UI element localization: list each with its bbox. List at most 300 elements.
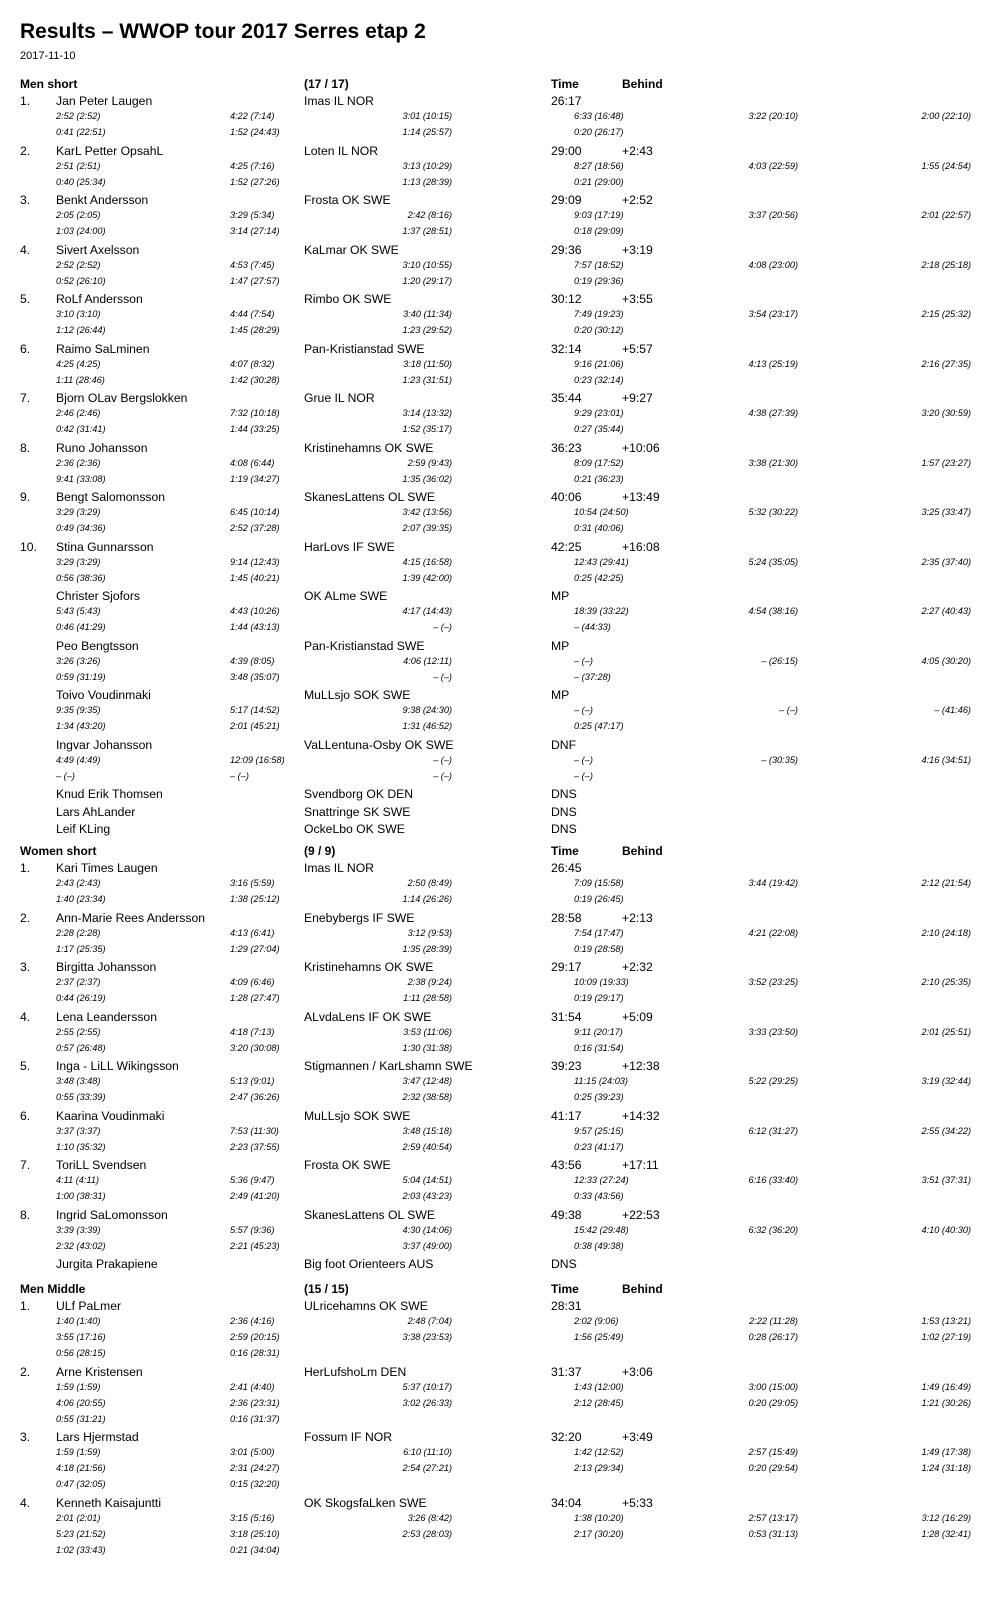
runner-name: Benkt Andersson [56, 193, 149, 207]
runner-row [0, 144, 993, 193]
split-time: 0:28 (26:17) [748, 1332, 798, 1342]
runner-row [0, 1430, 993, 1495]
runner-behind: +3:49 [622, 1430, 653, 1444]
runner-time: 39:23 [551, 1059, 582, 1073]
split-time: 1:02 (33:43) [56, 1544, 106, 1555]
split-line [0, 1175, 993, 1191]
runner-row [0, 1059, 993, 1108]
runner-main-line [0, 1208, 993, 1225]
runner-club: Rimbo OK SWE [304, 292, 392, 306]
runner-behind: +9:27 [622, 391, 653, 405]
split-time: 2:38 (9:24) [407, 977, 452, 987]
runner-time: DNS [551, 804, 577, 819]
runner-name: Knud Erik Thomsen [56, 787, 163, 801]
split-time: 1:29 (27:04) [230, 943, 280, 954]
split-time: 8:09 (17:52) [574, 457, 624, 468]
split-time: 1:52 (35:17) [402, 424, 452, 434]
split-time: 2:01 (2:01) [56, 1512, 101, 1523]
runner-main-line [0, 738, 993, 755]
split-time: 1:12 (26:44) [56, 325, 106, 335]
runner-name: ULf PaLmer [56, 1299, 122, 1313]
split-time: 2:31 (24:27) [230, 1463, 280, 1473]
split-line [0, 1092, 993, 1108]
split-time: 7:49 (19:23) [574, 309, 624, 319]
split-time: – (–) [574, 655, 593, 666]
split-time: 0:59 (31:19) [56, 671, 106, 682]
split-time: 2:51 (2:51) [56, 160, 101, 171]
class-name: Men short [20, 77, 78, 91]
runner-club: HarLovs IF SWE [304, 539, 395, 554]
runner-name: Christer Sjofors [56, 589, 140, 603]
split-time: 2:42 (8:16) [407, 210, 452, 220]
split-time: 6:32 (36:20) [748, 1224, 798, 1235]
split-time: – (44:33) [574, 622, 611, 632]
split-time: 3:19 (32:44) [921, 1076, 971, 1086]
split-time: 2:52 (2:52) [56, 259, 101, 270]
split-time: 1:17 (25:35) [56, 943, 106, 954]
split-time: 1:19 (34:27) [230, 473, 280, 484]
runner-main-line [0, 1109, 993, 1126]
split-time: 4:18 (7:13) [230, 1026, 275, 1037]
split-time: 1:55 (24:54) [921, 160, 971, 171]
split-time: 0:33 (43:56) [574, 1191, 624, 1201]
split-line [0, 1414, 993, 1430]
runner-club: VaLLentuna-Osby OK SWE [304, 737, 454, 752]
split-line [0, 1382, 993, 1398]
split-time: 2:57 (15:49) [748, 1447, 798, 1457]
split-time: 2:15 (25:32) [921, 309, 971, 319]
split-time: 9:29 (23:01) [574, 408, 624, 418]
split-time: – (–) [574, 754, 593, 765]
split-time: 4:11 (4:11) [56, 1175, 100, 1185]
split-time: 1:52 (27:26) [230, 176, 280, 187]
split-time: 2:43 (2:43) [56, 878, 101, 888]
split-time: 1:49 (17:38) [921, 1447, 971, 1457]
split-line [0, 1142, 993, 1158]
runner-time: 32:20 [551, 1430, 582, 1444]
split-line [0, 894, 993, 910]
split-time: 4:53 (7:45) [230, 259, 275, 270]
split-time: 6:10 (11:10) [403, 1447, 452, 1457]
split-time: – (26:15) [761, 655, 798, 666]
split-time: 6:16 (33:40) [748, 1175, 798, 1185]
split-time: 2:57 (13:17) [748, 1512, 798, 1523]
runner-time: 29:17 [551, 960, 582, 974]
split-line [0, 656, 993, 672]
runner-time: 29:09 [551, 193, 582, 207]
runner-position: 1. [20, 1299, 31, 1313]
split-time: 4:25 (7:16) [230, 160, 275, 171]
split-time: 1:47 (27:57) [230, 275, 280, 286]
split-line [0, 573, 993, 589]
split-line [0, 408, 993, 424]
split-time: 0:21 (36:23) [574, 473, 624, 484]
split-time: 9:35 (9:35) [56, 705, 101, 715]
split-time: 4:49 (4:49) [56, 754, 101, 765]
split-time: 0:41 (22:51) [56, 127, 106, 137]
runner-time: 31:37 [551, 1364, 582, 1379]
split-time: 2:01 (25:51) [921, 1026, 971, 1037]
runner-time: 35:44 [551, 391, 582, 405]
runner-name: Toivo Voudinmaki [56, 688, 151, 702]
split-time: – (–) [433, 754, 452, 765]
runner-row [0, 1158, 993, 1207]
split-time: 4:21 (22:08) [748, 927, 798, 938]
runner-club: Big foot Orienteers AUS [304, 1257, 434, 1271]
runner-time: 32:14 [551, 341, 582, 356]
runner-name: Birgitta Johansson [56, 960, 157, 974]
split-time: 2:12 (21:54) [921, 878, 971, 888]
split-time: 2:17 (30:20) [574, 1528, 624, 1539]
split-time: 4:22 (7:14) [230, 111, 275, 121]
split-time: 2:50 (8:49) [407, 878, 452, 888]
runner-club: ULricehamns OK SWE [304, 1299, 428, 1313]
split-line [0, 1332, 993, 1348]
split-time: 0:21 (29:00) [574, 176, 624, 187]
split-time: 7:54 (17:47) [574, 927, 624, 938]
split-time: 11:15 (24:03) [574, 1076, 628, 1086]
runner-name: Ingrid SaLomonsson [56, 1207, 168, 1222]
runner-time: 40:06 [551, 490, 582, 504]
runner-position: 3. [20, 960, 31, 974]
split-time: 1:03 (24:00) [56, 226, 106, 236]
split-time: 3:29 (3:29) [56, 556, 101, 567]
split-time: 1:43 (12:00) [574, 1381, 624, 1392]
split-time: 1:14 (25:57) [402, 127, 452, 137]
split-time: 1:30 (31:38) [402, 1042, 452, 1053]
runner-time: MP [551, 638, 570, 653]
runner-time: 31:54 [551, 1009, 582, 1024]
runner-name: Peo Bengtsson [56, 638, 139, 653]
runner-behind: +14:32 [622, 1108, 660, 1123]
split-time: 1:02 (27:19) [921, 1332, 971, 1342]
split-time: 1:28 (32:41) [921, 1528, 971, 1539]
runner-position: 3. [20, 193, 31, 207]
runner-main-line [0, 540, 993, 557]
split-line [0, 721, 993, 737]
split-line [0, 771, 993, 787]
split-time: 7:57 (18:52) [574, 259, 624, 270]
runner-row [0, 861, 993, 910]
runner-name: Lena Leandersson [56, 1009, 157, 1024]
runner-name: Kenneth Kaisajuntti [56, 1495, 162, 1510]
split-line [0, 1241, 993, 1257]
runner-main-line [0, 1010, 993, 1027]
split-time: 2:22 (11:28) [749, 1316, 798, 1326]
runner-club: Stigmannen / KarLshamn SWE [304, 1059, 473, 1073]
runner-position: 1. [20, 94, 31, 108]
runner-name: Runo Johansson [56, 440, 148, 455]
page-title: Results – WWOP tour 2017 Serres etap 2 [20, 20, 426, 43]
runner-club: MuLLsjo SOK SWE [304, 688, 411, 702]
runner-club: Svendborg OK DEN [304, 787, 414, 801]
runner-club: Enebybergs IF SWE [304, 910, 415, 925]
split-time: 9:11 (20:17) [574, 1026, 623, 1037]
split-line [0, 226, 993, 242]
split-line [0, 1316, 993, 1332]
runner-position: 3. [20, 1430, 31, 1444]
split-time: – (37:28) [574, 671, 611, 682]
runner-time: 36:23 [551, 440, 582, 455]
split-time: 3:01 (5:00) [230, 1447, 275, 1457]
split-time: 1:23 (29:52) [402, 325, 452, 335]
split-time: 2:36 (23:31) [230, 1397, 280, 1408]
split-time: – (–) [779, 705, 798, 715]
runner-club: Snattringe SK SWE [304, 804, 411, 819]
runner-behind: +5:33 [622, 1495, 653, 1510]
split-time: 3:12 (16:29) [921, 1512, 971, 1523]
split-time: 3:37 (20:56) [748, 210, 798, 220]
runner-club: Kristinehamns OK SWE [304, 440, 434, 455]
split-time: 0:23 (41:17) [574, 1141, 624, 1152]
split-time: 2:18 (25:18) [921, 259, 971, 270]
runner-main-line [0, 342, 993, 359]
runner-time: 29:36 [551, 242, 582, 257]
split-time: 0:31 (40:06) [574, 523, 624, 533]
split-time: 3:10 (10:55) [402, 259, 452, 270]
split-time: 1:52 (24:43) [230, 127, 280, 137]
split-time: 0:42 (31:41) [56, 424, 106, 434]
split-time: 3:16 (5:59) [230, 878, 275, 888]
runner-row [0, 391, 993, 440]
split-time: 0:46 (41:29) [56, 622, 106, 632]
runner-row [0, 805, 993, 822]
split-time: 1:20 (29:17) [402, 275, 452, 286]
runner-time: 26:45 [551, 861, 582, 875]
split-time: 0:27 (35:44) [574, 424, 624, 434]
split-time: 5:57 (9:36) [230, 1224, 275, 1235]
runner-name: Kari Times Laugen [56, 861, 158, 875]
runner-time: 26:17 [551, 94, 582, 108]
split-time: 3:15 (5:16) [230, 1512, 275, 1523]
split-time: 3:42 (13:56) [402, 507, 452, 517]
split-time: 6:45 (10:14) [230, 507, 280, 517]
runner-main-line [0, 589, 993, 606]
runner-row [0, 1010, 993, 1059]
split-time: 2:16 (27:35) [921, 358, 971, 369]
runner-name: Leif KLing [56, 822, 111, 836]
split-line [0, 474, 993, 490]
split-time: 1:14 (26:26) [402, 894, 452, 904]
runner-behind: +3:19 [622, 242, 653, 257]
split-time: 2:55 (34:22) [921, 1125, 971, 1136]
runner-club: OckeLbo OK SWE [304, 822, 405, 836]
split-time: – (–) [574, 705, 593, 715]
split-time: 3:51 (37:31) [921, 1175, 971, 1185]
split-time: 5:04 (14:51) [402, 1175, 452, 1185]
split-time: 10:09 (19:33) [574, 977, 629, 987]
split-time: 4:09 (6:46) [230, 977, 275, 987]
split-time: 4:03 (22:59) [748, 160, 798, 171]
split-time: 3:14 (13:32) [402, 408, 452, 418]
split-time: 5:37 (10:17) [402, 1381, 452, 1392]
split-time: 4:07 (8:32) [230, 358, 275, 369]
split-time: 0:19 (26:45) [574, 894, 624, 904]
runner-row [0, 243, 993, 292]
split-line [0, 458, 993, 474]
split-time: 1:28 (27:47) [230, 993, 280, 1003]
runner-name: Jan Peter Laugen [56, 94, 153, 108]
runner-name: Ann-Marie Rees Andersson [56, 910, 206, 925]
runner-behind: +5:09 [622, 1009, 653, 1024]
runner-club: SkanesLattens OL SWE [304, 490, 435, 504]
runner-row [0, 911, 993, 960]
split-time: 2:35 (37:40) [921, 556, 971, 567]
split-time: 2:02 (9:06) [574, 1316, 619, 1326]
split-line [0, 705, 993, 721]
runner-behind: +2:43 [622, 143, 653, 158]
split-time: 2:36 (4:16) [230, 1316, 275, 1326]
split-line [0, 375, 993, 391]
runner-time: 28:31 [551, 1299, 582, 1313]
split-time: 1:45 (28:29) [230, 325, 280, 335]
split-time: 2:37 (2:37) [56, 977, 101, 987]
runner-time: DNS [551, 822, 577, 836]
runner-main-line [0, 960, 993, 977]
split-time: 1:37 (28:51) [402, 226, 452, 236]
runner-name: Sivert Axelsson [56, 242, 140, 257]
runner-time: 41:17 [551, 1108, 582, 1123]
split-line [0, 1398, 993, 1414]
split-time: 3:52 (23:25) [748, 977, 798, 987]
runner-time: 42:25 [551, 539, 582, 554]
runner-row [0, 822, 993, 839]
event-date: 2017-11-10 [20, 50, 76, 62]
split-time: 0:25 (39:23) [574, 1092, 624, 1102]
split-time: 3:48 (15:18) [402, 1125, 452, 1136]
runner-position: 2. [20, 1364, 31, 1379]
split-line [0, 161, 993, 177]
runner-name: RoLf Andersson [56, 292, 143, 306]
runner-club: Frosta OK SWE [304, 1158, 391, 1172]
split-time: 1:44 (33:25) [230, 424, 280, 434]
runner-name: Bjorn OLav Bergslokken [56, 391, 188, 405]
result-section [0, 844, 993, 1275]
runner-club: SkanesLattens OL SWE [304, 1207, 435, 1222]
runner-position: 8. [20, 440, 31, 455]
runner-main-line [0, 1430, 993, 1447]
split-time: 2:07 (39:35) [402, 523, 452, 533]
split-time: 3:44 (19:42) [748, 878, 798, 888]
split-time: 4:30 (14:06) [402, 1224, 452, 1235]
runner-name: Raimo SaLminen [56, 341, 150, 356]
split-time: 2:41 (4:40) [230, 1381, 275, 1392]
split-time: 10:54 (24:50) [574, 507, 629, 517]
split-time: 5:22 (29:25) [748, 1076, 798, 1086]
runner-club: Imas IL NOR [304, 861, 374, 875]
class-name: Men Middle [20, 1282, 86, 1296]
split-line [0, 944, 993, 960]
split-time: 4:10 (40:30) [921, 1224, 971, 1235]
runner-row [0, 193, 993, 242]
runner-row [0, 292, 993, 341]
runner-position: 2. [20, 910, 31, 925]
split-time: 4:44 (7:54) [230, 309, 275, 319]
split-line [0, 1076, 993, 1092]
runner-time: 28:58 [551, 910, 582, 925]
runner-row [0, 441, 993, 490]
split-time: 3:20 (30:08) [230, 1042, 280, 1053]
result-section [0, 77, 993, 840]
runner-main-line [0, 1059, 993, 1076]
runner-position: 2. [20, 143, 31, 158]
split-time: 3:12 (9:53) [407, 927, 452, 938]
split-time: 3:38 (21:30) [748, 457, 798, 468]
split-time: 2:05 (2:05) [56, 210, 101, 220]
runner-club: MuLLsjo SOK SWE [304, 1108, 411, 1123]
split-time: 1:42 (12:52) [574, 1447, 624, 1457]
split-time: 1:44 (43:13) [230, 622, 280, 632]
split-time: 1:11 (28:58) [403, 993, 452, 1003]
split-time: 0:19 (29:36) [574, 275, 624, 286]
runner-row [0, 342, 993, 391]
runner-club: ALvdaLens IF OK SWE [304, 1009, 432, 1024]
runner-row [0, 787, 993, 804]
split-time: 0:21 (34:04) [230, 1544, 280, 1555]
split-time: 4:54 (38:16) [748, 606, 798, 616]
split-line [0, 260, 993, 276]
split-line [0, 276, 993, 292]
runner-behind: +22:53 [622, 1207, 660, 1222]
split-time: 4:39 (8:05) [230, 655, 275, 666]
split-time: 3:26 (3:26) [56, 655, 101, 666]
split-line [0, 1545, 993, 1561]
runner-main-line [0, 639, 993, 656]
split-time: 3:13 (10:29) [402, 160, 452, 171]
runner-main-line [0, 1496, 993, 1513]
runner-main-line [0, 94, 993, 111]
runner-main-line [0, 1299, 993, 1316]
runner-row [0, 1208, 993, 1257]
split-time: 3:53 (11:06) [403, 1026, 452, 1037]
split-time: 2:01 (22:57) [921, 210, 971, 220]
split-line [0, 177, 993, 193]
split-time: 1:00 (38:31) [56, 1191, 106, 1201]
split-time: 3:29 (5:34) [230, 210, 275, 220]
split-time: 0:40 (25:34) [56, 176, 106, 187]
runner-club: KaLmar OK SWE [304, 242, 399, 257]
split-time: 1:49 (16:49) [921, 1381, 971, 1392]
runner-row [0, 639, 993, 688]
split-time: 2:00 (22:10) [921, 111, 971, 121]
split-line [0, 557, 993, 573]
split-time: 3:22 (20:10) [748, 111, 798, 121]
split-time: 2:32 (38:58) [402, 1092, 452, 1102]
split-time: 9:16 (21:06) [574, 358, 624, 369]
split-time: 1:40 (1:40) [56, 1316, 101, 1326]
split-time: 1:45 (40:21) [230, 572, 280, 583]
runner-behind: +2:13 [622, 910, 653, 925]
split-time: 4:43 (10:26) [230, 606, 280, 616]
split-time: 2:54 (27:21) [402, 1463, 452, 1473]
split-time: 2:47 (36:26) [230, 1092, 280, 1102]
class-count: (9 / 9) [304, 844, 336, 858]
runner-main-line [0, 911, 993, 928]
split-line [0, 210, 993, 226]
behind-header: Behind [622, 1282, 663, 1296]
split-line [0, 523, 993, 539]
split-time: 2:52 (37:28) [230, 523, 280, 533]
class-count: (15 / 15) [304, 1282, 349, 1296]
split-line [0, 1513, 993, 1529]
runner-main-line [0, 688, 993, 705]
split-time: 0:20 (29:54) [748, 1463, 798, 1473]
runner-time: 43:56 [551, 1158, 582, 1172]
split-time: 2:28 (2:28) [56, 927, 101, 938]
split-time: 2:01 (45:21) [230, 721, 280, 731]
split-time: 0:38 (49:38) [574, 1240, 624, 1251]
runner-main-line [0, 144, 993, 161]
